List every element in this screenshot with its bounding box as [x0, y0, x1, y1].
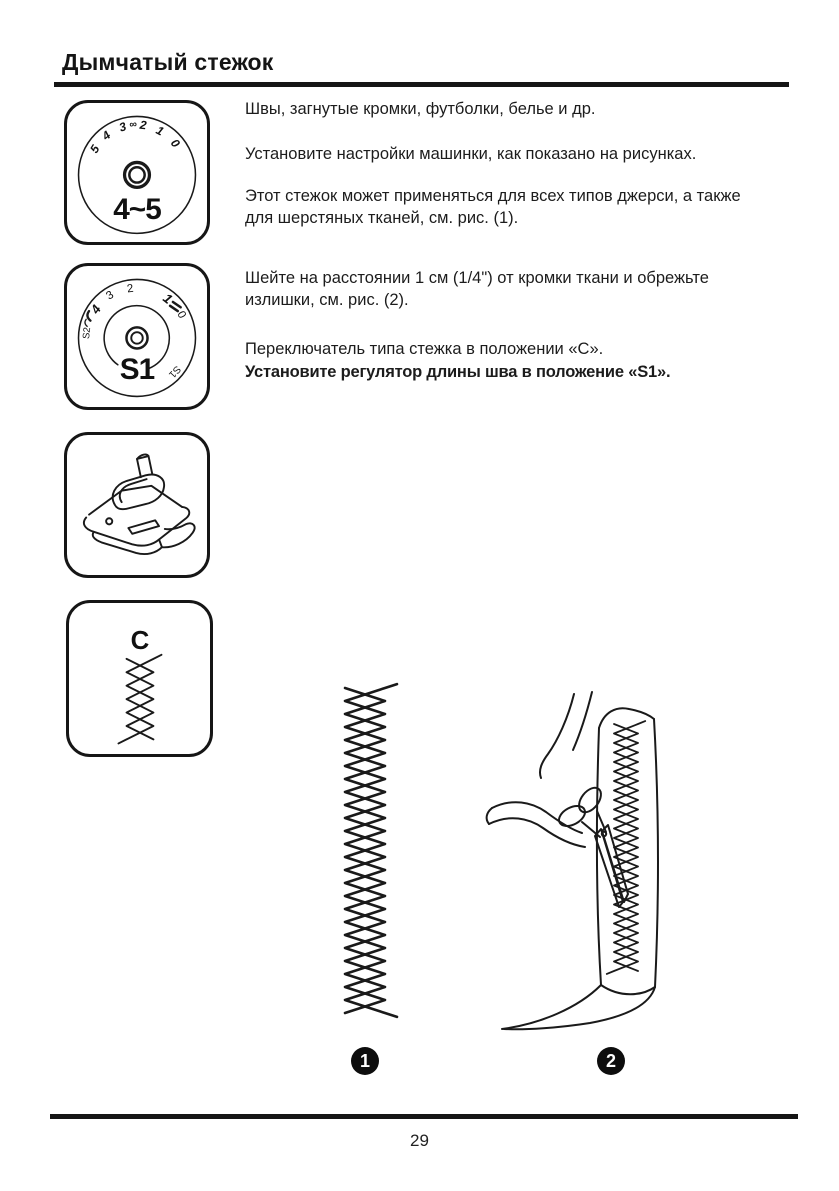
figure-2-marker — [597, 1047, 625, 1075]
scale-number: 0 — [174, 309, 188, 321]
scale-number: 2 — [126, 282, 135, 296]
bars-symbol — [170, 302, 181, 311]
scale-number: 0 — [167, 136, 183, 151]
scale-number: 1 — [160, 290, 176, 307]
stitch-length-dial-box — [64, 263, 210, 410]
stitch-length-dial-illustration — [67, 266, 207, 407]
text-line: излишки, см. рис. (2). — [245, 290, 409, 309]
text-line: Переключатель типа стежка в положении «С». — [245, 340, 604, 358]
figure-1-stitch-pattern — [325, 682, 405, 1027]
smocking-stitch-glyph — [118, 655, 161, 744]
instruction-paragraph — [245, 268, 709, 311]
figure-number: 1 — [359, 1051, 370, 1071]
text-line: Установите регулятор длины шва в положение «S1». — [245, 363, 671, 381]
scale-number: 5 — [87, 142, 103, 156]
tension-value: 4~5 — [113, 192, 161, 226]
smocking-stitch-chain — [345, 684, 397, 1017]
stitch-pattern-c-illustration — [69, 603, 210, 754]
page-title: Дымчатый стежок — [62, 49, 274, 75]
text-line: Этот стежок может применяться для всех типов джерси, а также — [245, 187, 741, 205]
instruction-paragraph — [245, 144, 696, 166]
title-divider-rule — [54, 82, 789, 87]
figure-2-trimming-illustration — [478, 688, 678, 1033]
presser-foot-illustration — [67, 435, 207, 575]
stitch-chain-on-fabric — [607, 721, 645, 974]
presser-foot-box — [64, 432, 210, 578]
length-value: S1 — [119, 353, 155, 387]
figure-number: 2 — [605, 1051, 616, 1071]
page-number: 29 — [410, 1131, 429, 1150]
stitch-selector-box — [66, 600, 213, 757]
text-line: Установите настройки машинки, как показано на рисунках. — [245, 145, 697, 163]
text-line: Швы, загнутые кромки, футболки, белье и др. — [245, 100, 596, 118]
bracket-symbol — [87, 311, 90, 321]
scale-number: 2 — [139, 117, 148, 133]
scale-number: 1 — [153, 123, 167, 139]
bracket-symbol — [85, 319, 87, 326]
figure-1-marker — [351, 1047, 379, 1075]
instruction-paragraph — [245, 339, 603, 361]
scale-label-s1: S1 — [166, 363, 183, 380]
instruction-paragraph — [245, 99, 596, 121]
scale-number: 3 — [117, 119, 128, 135]
scale-number: 4 — [99, 128, 114, 144]
scale-number: 4 — [87, 301, 104, 317]
tension-dial-scale — [87, 118, 183, 156]
stitch-letter: C — [130, 627, 150, 656]
tension-dial-box — [64, 100, 210, 245]
scale-label-s2: S2 — [81, 326, 94, 340]
text-line: Шейте на расстоянии 1 см (1/4") от кромки ткани и обрежьте — [245, 269, 709, 287]
instruction-paragraph — [245, 186, 741, 229]
scale-number: 3 — [104, 288, 117, 303]
buttonhole-symbol: ∞ — [128, 118, 138, 131]
instruction-paragraph — [245, 362, 670, 384]
footer-rule — [50, 1114, 798, 1119]
thread-tension-dial-illustration — [67, 103, 207, 242]
text-line: для шерстяных тканей, см. рис. (1). — [245, 208, 519, 227]
